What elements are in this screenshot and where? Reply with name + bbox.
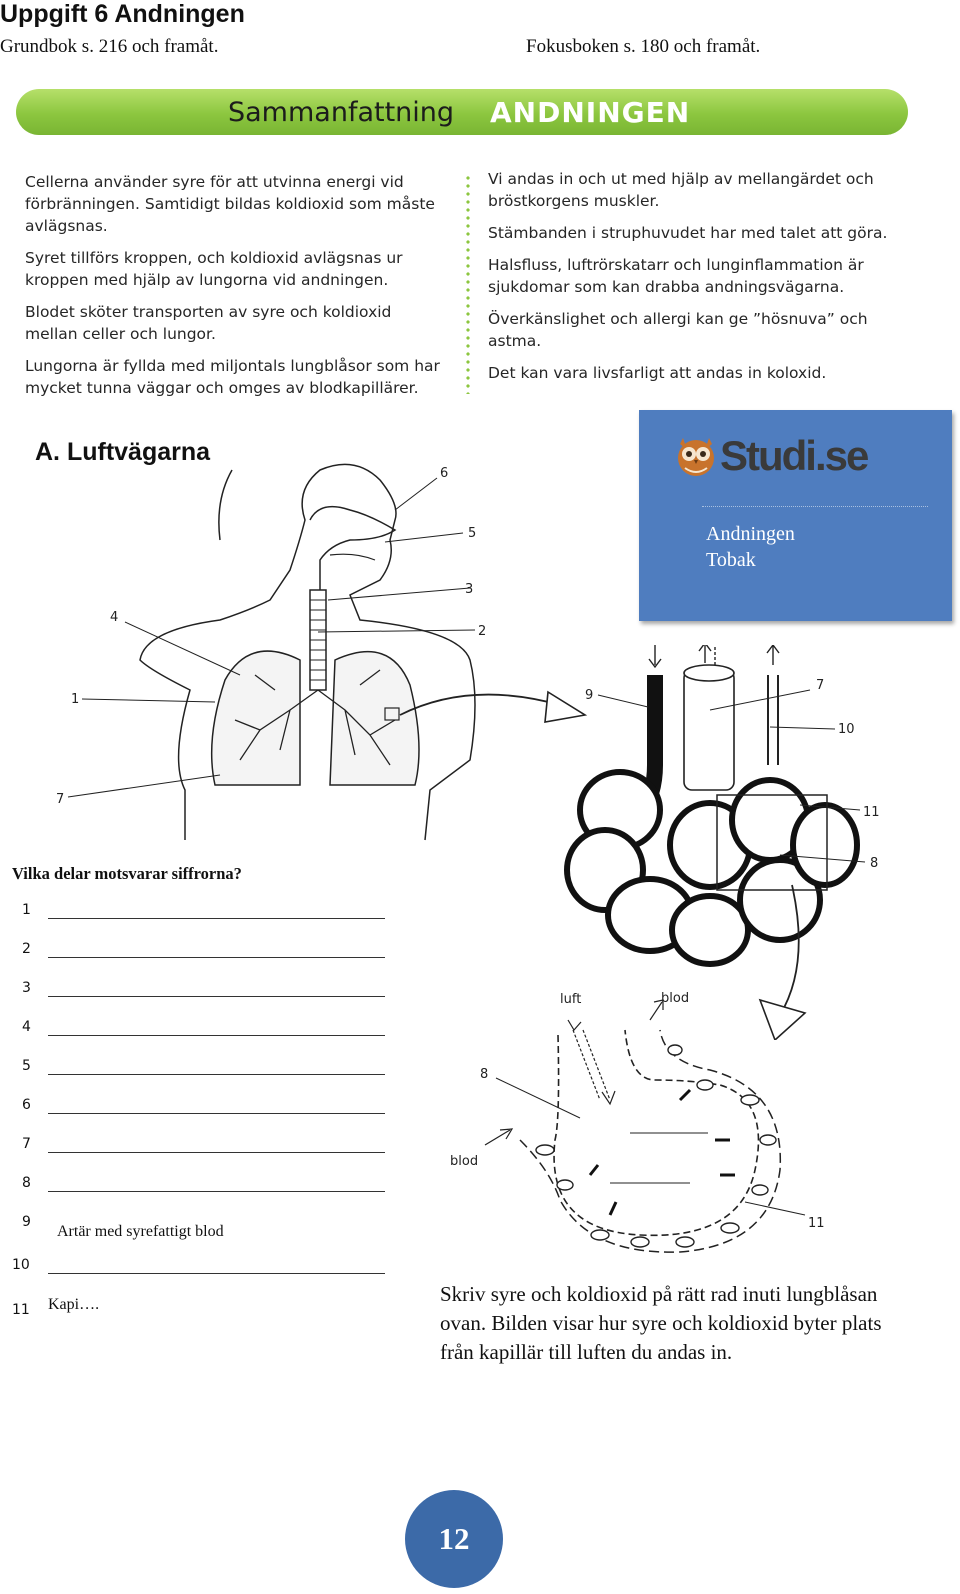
book-reference-right: Fokusboken s. 180 och framåt. <box>526 36 761 57</box>
alveolus-diagram <box>450 990 850 1265</box>
section-title: A. Luftvägarna <box>35 438 211 466</box>
label-4: 4 <box>110 610 119 625</box>
label-blod-out: blod <box>661 991 690 1006</box>
row-number: 8 <box>22 1175 31 1191</box>
answer-line[interactable] <box>48 1272 385 1274</box>
answer-text: Artär med syrefattigt blod <box>57 1223 224 1240</box>
summary-banner <box>16 89 908 135</box>
answer-line[interactable] <box>48 1073 385 1075</box>
cluster-label-7: 7 <box>816 678 825 693</box>
studi-divider <box>702 506 928 507</box>
row-number: 1 <box>22 902 31 918</box>
row-number: 11 <box>12 1302 30 1318</box>
label-6: 6 <box>440 466 449 481</box>
cluster-label-11: 11 <box>863 805 880 820</box>
row-number: 9 <box>22 1214 31 1230</box>
right-lung <box>330 652 419 785</box>
zoom-arrow <box>400 695 560 715</box>
head-back-outline <box>219 470 232 540</box>
summary-paragraph: Överkänslighet och allergi kan ge ”hösnuva” och astma. <box>488 310 868 350</box>
book-reference-left: Grundbok s. 216 och framåt. <box>0 36 219 57</box>
answer-line[interactable] <box>48 956 385 958</box>
column-divider <box>466 174 470 394</box>
worksheet-question: Vilka delar motsvarar siffrorna? <box>12 864 242 883</box>
row-number: 2 <box>22 941 31 957</box>
label-1: 1 <box>71 692 80 707</box>
bronchiole <box>684 670 734 790</box>
exchange-arrows <box>590 1090 735 1215</box>
label-5: 5 <box>468 526 477 541</box>
cluster-label-8: 8 <box>870 856 879 871</box>
banner-topic: ANDNINGEN <box>490 96 691 129</box>
alveolar-sacs <box>567 772 857 964</box>
row-number: 10 <box>12 1257 30 1273</box>
instructions-text: Skriv syre och koldioxid på rätt rad inuti lungblåsan ovan. Bilden visar hur syre och koldioxid byter plats från kapillär till luften du andas in. <box>440 1282 882 1364</box>
summary-paragraph: Halsfluss, luftrörskatarr och lunginflammation är sjukdomar som kan drabba andningsvägarna. <box>488 256 864 296</box>
air-flow <box>568 1020 615 1104</box>
label-8-alveolus: 8 <box>480 1067 489 1082</box>
row-number: 6 <box>22 1097 31 1113</box>
answer-line[interactable] <box>48 1034 385 1036</box>
answer-line[interactable] <box>48 917 385 919</box>
row-number: 5 <box>22 1058 31 1074</box>
blood-flow-arrows <box>485 1000 663 1145</box>
summary-paragraph: Blodet sköter transporten av syre och koldioxid mellan celler och lungor. <box>25 303 392 343</box>
answer-line[interactable] <box>48 1151 385 1153</box>
mouth-cavity <box>330 554 375 560</box>
page-number-badge: 12 <box>405 1490 503 1588</box>
respiratory-system-diagram <box>0 460 640 860</box>
left-lung <box>212 651 300 785</box>
trachea-rings <box>310 600 326 680</box>
label-blod-in: blod <box>450 1154 479 1169</box>
cluster-label-9: 9 <box>585 688 594 703</box>
answer-text: Kapi…. <box>48 1296 100 1313</box>
flow-arrows <box>649 645 779 667</box>
banner-label: Sammanfattning <box>228 97 455 128</box>
label-11-alveolus: 11 <box>808 1216 825 1231</box>
page-title: Uppgift 6 Andningen <box>0 0 245 28</box>
summary-left-column <box>25 171 445 409</box>
summary-right-column <box>488 168 908 394</box>
label-luft: luft <box>560 992 582 1007</box>
row-number: 4 <box>22 1019 31 1035</box>
summary-paragraph: Lungorna är fyllda med miljontals lungblåsor som har mycket tunna väggar och omges av blodkapillärer. <box>25 357 440 397</box>
studi-link-andningen[interactable]: Andningen <box>706 523 795 545</box>
alveolar-cluster-diagram <box>560 645 890 1040</box>
row-number: 7 <box>22 1136 31 1152</box>
row-number: 3 <box>22 980 31 996</box>
studi-link-tobak[interactable]: Tobak <box>706 549 756 571</box>
answer-line[interactable] <box>48 1112 385 1114</box>
answer-line[interactable] <box>48 1190 385 1192</box>
label-2: 2 <box>478 624 487 639</box>
summary-paragraph: Syret tillförs kroppen, och koldioxid avlägsnas ur kroppen med hjälp av lungorna vid andningen. <box>25 249 403 289</box>
summary-paragraph: Vi andas in och ut med hjälp av mellangärdet och bröstkorgens muskler. <box>488 170 874 210</box>
label-7: 7 <box>56 792 65 807</box>
cluster-label-10: 10 <box>838 722 855 737</box>
summary-paragraph: Det kan vara livsfarligt att andas in koloxid. <box>488 364 827 382</box>
label-3: 3 <box>465 582 474 597</box>
owl-icon <box>673 432 719 478</box>
summary-paragraph: Stämbanden i struphuvudet har med talet att göra. <box>488 224 888 242</box>
studi-logo[interactable]: Studi.se <box>720 432 868 479</box>
answer-line[interactable] <box>48 995 385 997</box>
summary-paragraph: Cellerna använder syre för att utvinna energi vid förbränningen. Samtidigt bildas koldioxid som måste avlägsnas. <box>25 173 435 235</box>
